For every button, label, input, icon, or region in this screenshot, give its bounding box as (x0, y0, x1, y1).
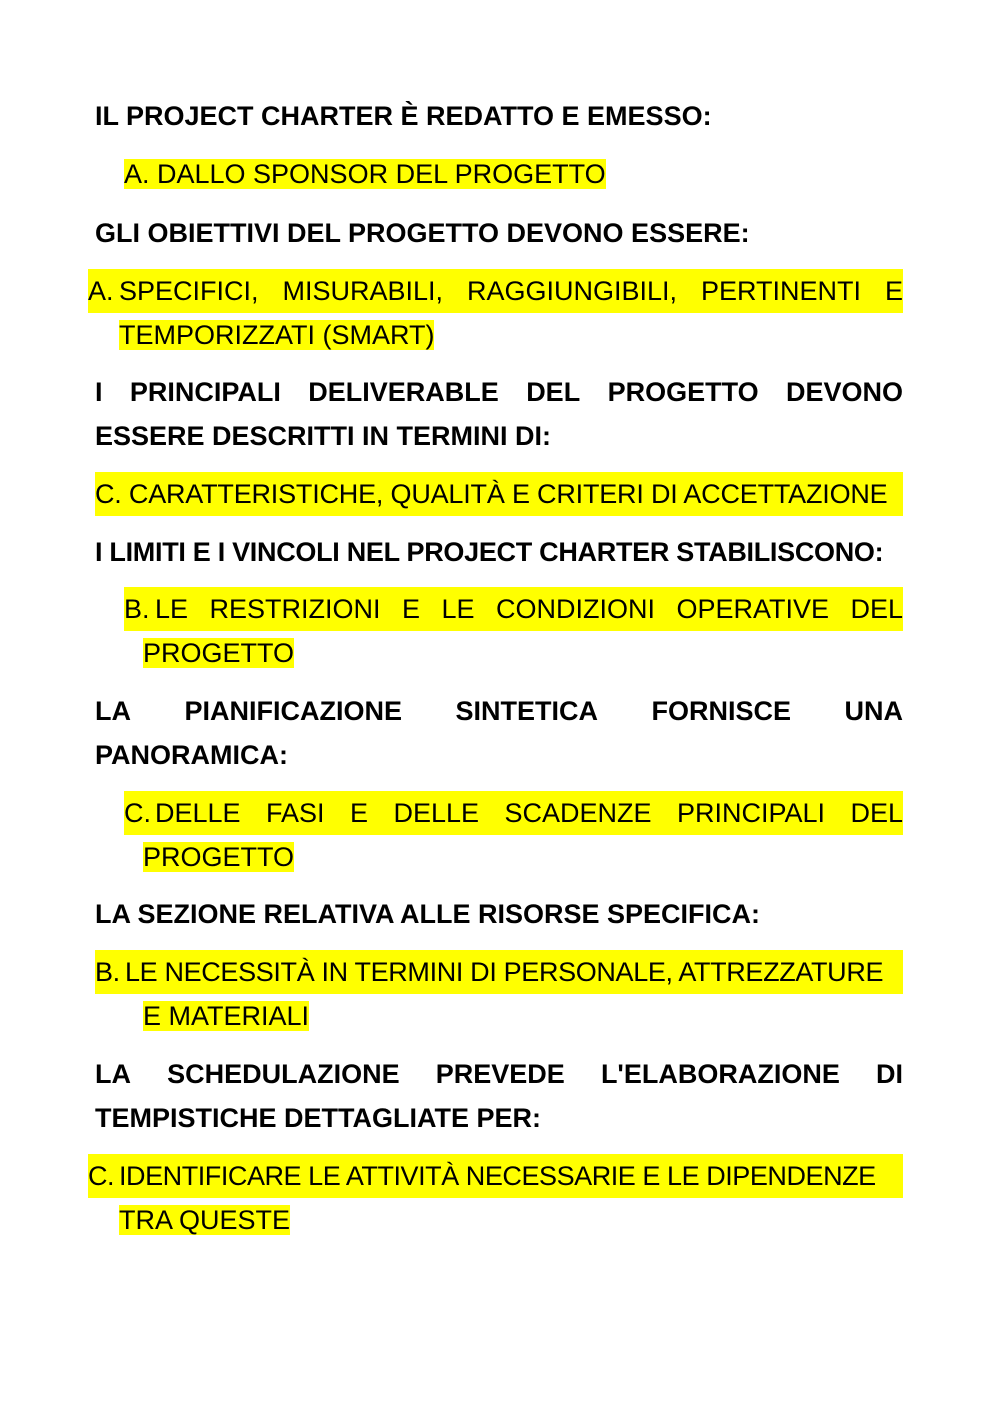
word: DEL (526, 377, 581, 407)
question-6: LA SEZIONE RELATIVA ALLE RISORSE SPECIFICA: (95, 899, 761, 929)
question-5-line2: PANORAMICA: (95, 740, 288, 770)
word: FASI (266, 798, 325, 828)
word: I (95, 377, 103, 407)
answer-5-letter: C. (124, 798, 151, 828)
answer-4 (124, 587, 903, 675)
question-2: GLI OBIETTIVI DEL PROGETTO DEVONO ESSERE: (95, 218, 750, 248)
answer-1-letter: A. (124, 159, 150, 189)
answer-7-letter: C. (88, 1161, 115, 1191)
question-5-line1 (95, 689, 903, 733)
question-3-line1 (95, 370, 903, 414)
word: PRINCIPALI (129, 377, 281, 407)
question-3 (95, 370, 903, 458)
answer-7 (88, 1154, 903, 1242)
word: OPERATIVE (676, 594, 829, 624)
word: SPECIFICI, (119, 276, 259, 306)
word: DEVONO (785, 377, 903, 407)
word: DELIVERABLE (308, 377, 499, 407)
word: SCADENZE (504, 798, 652, 828)
word: DEL (850, 594, 903, 624)
question-5 (95, 689, 903, 777)
answer-5 (124, 791, 903, 879)
word: SINTETICA (455, 696, 598, 726)
word: E (884, 276, 903, 306)
word: DELLE (393, 798, 480, 828)
word: LE (441, 594, 475, 624)
word: PREVEDE (435, 1059, 565, 1089)
question-7 (95, 1052, 903, 1140)
question-3-line2: ESSERE DESCRITTI IN TERMINI DI: (95, 421, 552, 451)
word: L'ELABORAZIONE (600, 1059, 840, 1089)
answer-4-line1 (155, 587, 903, 631)
answer-5-line2: PROGETTO (143, 842, 295, 872)
answer-2-letter: A. (88, 276, 114, 306)
answer-6-line1-text: LE NECESSITÀ IN TERMINI DI PERSONALE, ATTREZZATURE (125, 957, 884, 987)
word: DEL (850, 798, 903, 828)
word: UNA (844, 696, 903, 726)
answer-2 (88, 269, 903, 357)
word: LA (95, 1059, 131, 1089)
answer-7-line2: TRA QUESTE (119, 1205, 291, 1235)
answer-6-line2: E MATERIALI (143, 1001, 310, 1031)
answer-5-line1 (155, 791, 903, 835)
word: DELLE (155, 798, 241, 828)
word: LA (95, 696, 131, 726)
word: E (350, 798, 369, 828)
answer-6-line1 (95, 950, 903, 994)
answer-2-line2: TEMPORIZZATI (SMART) (119, 320, 435, 350)
question-1: IL PROJECT CHARTER È REDATTO E EMESSO: (95, 101, 712, 131)
answer-6-letter: B. (95, 957, 120, 987)
answer-4-line2: PROGETTO (143, 638, 295, 668)
answer-2-line1 (119, 269, 903, 313)
answer-1-text: DALLO SPONSOR DEL PROGETTO (157, 159, 606, 189)
word: PIANIFICAZIONE (184, 696, 402, 726)
answer-7-line1 (88, 1154, 903, 1198)
answer-4-letter: B. (124, 594, 150, 624)
word: PERTINENTI (700, 276, 862, 306)
word: E (401, 594, 420, 624)
word: FORNISCE (651, 696, 791, 726)
word: MISURABILI, (282, 276, 444, 306)
word: DI (875, 1059, 903, 1089)
word: PRINCIPALI (676, 798, 826, 828)
question-7-line2: TEMPISTICHE DETTAGLIATE PER: (95, 1103, 542, 1133)
question-7-line1 (95, 1052, 903, 1096)
word: SCHEDULAZIONE (167, 1059, 400, 1089)
question-4: I LIMITI E I VINCOLI NEL PROJECT CHARTER STABILISCONO: (95, 537, 884, 567)
answer-3-text: C. CARATTERISTICHE, QUALITÀ E CRITERI DI ACCETTAZIONE (95, 472, 903, 516)
word: RESTRIZIONI (209, 594, 381, 624)
word: CONDIZIONI (495, 594, 655, 624)
word: LE (155, 594, 189, 624)
word: PROGETTO (607, 377, 759, 407)
answer-3 (95, 472, 903, 516)
answer-7-line1-text: IDENTIFICARE LE ATTIVITÀ NECESSARIE E LE DIPENDENZE (119, 1161, 876, 1191)
answer-1 (124, 152, 606, 196)
answer-6 (95, 950, 903, 1038)
word: RAGGIUNGIBILI, (466, 276, 678, 306)
